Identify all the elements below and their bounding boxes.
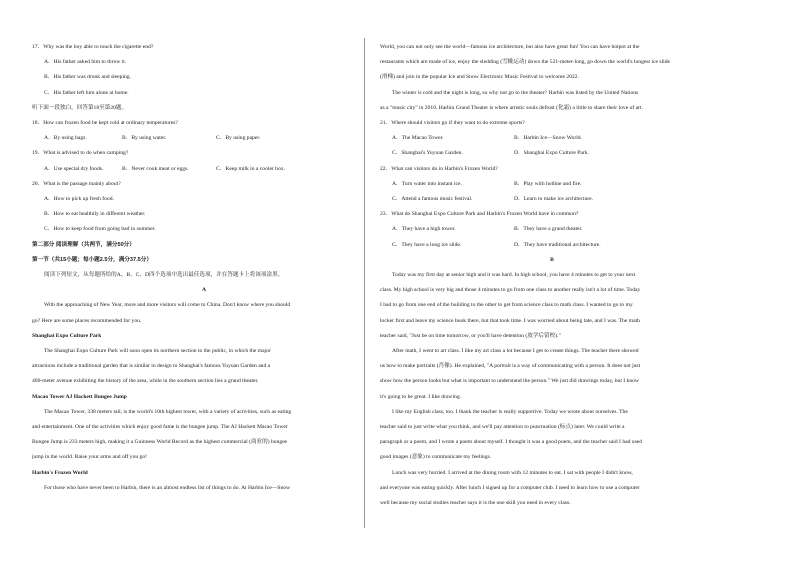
option-17a: A．His father asked him to throw it. [44, 59, 127, 66]
passage-a-line: restaurants which are made of ice, enjoy the sledding (雪橇运动) down the 521-meter-long, go down the world's longest ice slide [380, 59, 670, 66]
options-22-cd [380, 192, 724, 207]
option-19b: B．Never cook meat or eggs. [122, 165, 189, 172]
passage-a-line: The Shanghai Expo Culture Park will soon open its northern section to the public, in which the major [44, 348, 271, 355]
option-22d: D．Learn to make ice architecture. [514, 196, 594, 203]
passage-b-line: it's going to be great. I like drawing. [380, 393, 462, 400]
option-18a: A．By using bags. [44, 135, 87, 142]
question-21: 21．Where should visitors go if they want to do extreme sports? [380, 120, 525, 127]
passage-b-line: teacher said to just write what you think, and we'll pay attention to punctuation (标点) later. We could write a [380, 424, 625, 431]
passage-a-line: For those who have never been to Harbin, there is an almost endless list of things to do. At Harbin Ice—Snow [44, 484, 291, 491]
listening-instruction: 听下面一段独白，回答第18至第20题。 [32, 104, 128, 111]
question-18: 18．How can frozen food be kept cold at ordinary temperatures? [32, 120, 178, 127]
left-column [32, 40, 376, 496]
option-17c: C．His father left him alone at home. [44, 89, 129, 96]
passage-a-line: attractions include a traditional garden that is similar in design to Shanghai's famous Yuyuan Garden and a [32, 363, 271, 370]
section-one-heading: 第一节（共15小题；每小题2.5分，满分37.5分） [32, 256, 152, 263]
passage-b-line: well because my social studies teacher says it is the one skill you need in every class. [380, 500, 571, 507]
options-23-ab [380, 222, 724, 237]
option-22c: C．Attend a famous music festival. [392, 196, 473, 203]
option-23a: A．They have a high tower. [392, 226, 456, 233]
passage-a-line: and entertainment. One of the activities which enjoy good fame is the bungee jump. The AJ Hackett Macao Tower [32, 424, 288, 431]
passage-b-line: teacher said, "Just be on time tomorrow, or you'll have detention (放学后留校)." [380, 332, 561, 339]
passage-a-line: go? Here are some places recommended for you. [32, 317, 142, 324]
option-22a: A．Turn water into instant ice. [392, 180, 462, 187]
passage-b-line: I had to go from one end of the building to the other to get from science class to math class. I wanted to go to my [380, 302, 633, 309]
question-20: 20．What is the passage mainly about? [32, 180, 121, 187]
options-23-cd [380, 238, 724, 253]
option-21c: C．Shanghai's Yuyuan Garden. [392, 150, 463, 157]
passage-b-line: and everyone was eating quickly. After lunch I signed up for a computer club. I need to learn how to use a computer [380, 484, 640, 491]
passage-b-line: class. My high school is very big and those 4 minutes to go from one class to another really isn't a lot of time. Today [380, 287, 641, 294]
option-23c: C．They have a long ice slide. [392, 241, 462, 248]
reading-instruction: 阅读下列短文，从每题所给的A、B、C、D四个选项中选出最佳选项，并在答题卡上将该项涂黑。 [44, 272, 284, 279]
question-19: 19．What is advised to do when camping? [32, 150, 129, 157]
passage-b-line: After math, I went to art class. I like my art class a lot because I get to create things. The teacher there showed [392, 348, 639, 355]
right-column [380, 40, 724, 511]
question-17: 17．Why was the boy able to touch the cigarette end? [32, 44, 154, 50]
option-19a: A．Use special dry foods. [44, 165, 104, 172]
options-18 [32, 131, 376, 146]
part-two-heading: 第二部分 阅读理解（共两节，满分50分） [32, 241, 135, 248]
option-17b: B．His father was drunk and sleeping. [44, 74, 131, 81]
option-18b: B．By using water. [122, 135, 167, 142]
passage-a-line: Bungee Jump is 233 meters high, making it a Guinness World Record as the highest commercial (商业的) bungee [32, 439, 288, 446]
passage-b-line: show how the person looks but what is important to understand the person." We just did drawings today, but I know [380, 378, 639, 385]
passage-b-line: us how to make portraits (肖像). He explained, "A portrait is a way of communicating with a person. It does not just [380, 363, 641, 370]
passage-a-line: as a "music city" in 2010. Harbin Grand Theater is where artistic souls defrost (化霜) a little to share their love of art. [380, 104, 643, 111]
section-heading-macao: Macao Tower AJ Hackett Bungee Jump [32, 393, 127, 400]
passage-b-line: I like my English class, too. I thank the teacher is really supportive. Today we wrote about ourselves. The [392, 408, 628, 415]
option-21d: D．Shanghai Expo Culture Park. [514, 150, 589, 157]
question-23: 23．What do Shanghai Expo Culture Park and Harbin's Frozen World have in common? [380, 211, 579, 218]
option-20b: B．How to eat healthily in different weather. [44, 211, 146, 218]
options-22-ab [380, 177, 724, 192]
option-18c: C．By using paper. [216, 135, 261, 142]
passage-b-line: Lunch was very hurried. I arrived at the dining room with 12 minutes to eat. I sat with people I didn't know, [392, 469, 633, 476]
passage-a-line: 400-meter avenue exhibiting the history of the area, while in the southern section lies a grand theater. [32, 378, 259, 385]
passage-b-line: Today was my first day at senior high and it was hard. In high school, you have 4 minutes to get to your next [392, 272, 636, 279]
options-19 [32, 162, 376, 177]
option-23b: B．They have a grand theater. [514, 226, 583, 233]
section-heading-harbin: Harbin's Frozen World [32, 469, 88, 476]
section-heading-expo: Shanghai Expo Culture Park [32, 332, 102, 339]
passage-a-line: The winter is cold and the night is long, so why not go to the theater? Harbin was listed by the United Nations [392, 89, 639, 96]
passage-b-line: paragraph or a poem, and I wrote a poem about myself. I thought it was a good poem, and the teacher said I had used [380, 439, 643, 446]
option-23d: D．They have traditional architecture. [514, 241, 601, 248]
passage-b-line: good images (意象) to communicate my feelings. [380, 454, 492, 461]
passage-a-line: World, you can not only see the world—famous ice architecture, but also have great fun! You can have hotpot at the [380, 44, 640, 50]
option-21a: A．The Macao Tower. [392, 135, 444, 142]
passage-b-line: locker first and leave my science book there, but that took time. I was worried about being late, and I was. The math [380, 317, 640, 324]
passage-b-label: B [550, 256, 554, 263]
option-20c: C．How to keep food from going bad in summer. [44, 226, 156, 233]
passage-a-line: The Macao Tower, 338 meters tall, is the world's 10th highest tower, with a variety of activities, such as eating [44, 408, 292, 415]
passage-a-line: jump in the world. Raise your arms and off you go! [32, 454, 148, 461]
passage-a-label: A [201, 287, 207, 294]
passage-a-line: With the approaching of New Year, more and more visitors will come to China. Don't know where you should [44, 302, 291, 309]
option-21b: B．Harbin Ice—Snow World. [514, 135, 582, 142]
options-21-cd [380, 146, 724, 161]
passage-a-line: (滑梯) and join in the popular Ice and Snow Electronic Music Festival to welcome 2022. [380, 74, 579, 81]
options-21-ab [380, 131, 724, 146]
question-22: 22．What can visitors do in Harbin's Frozen World? [380, 165, 498, 172]
option-20a: A．How to pick up fresh food. [44, 196, 114, 203]
option-19c: C．Keep milk in a cooler box. [216, 165, 285, 172]
option-22b: B．Play with hotline and fire. [514, 180, 582, 187]
